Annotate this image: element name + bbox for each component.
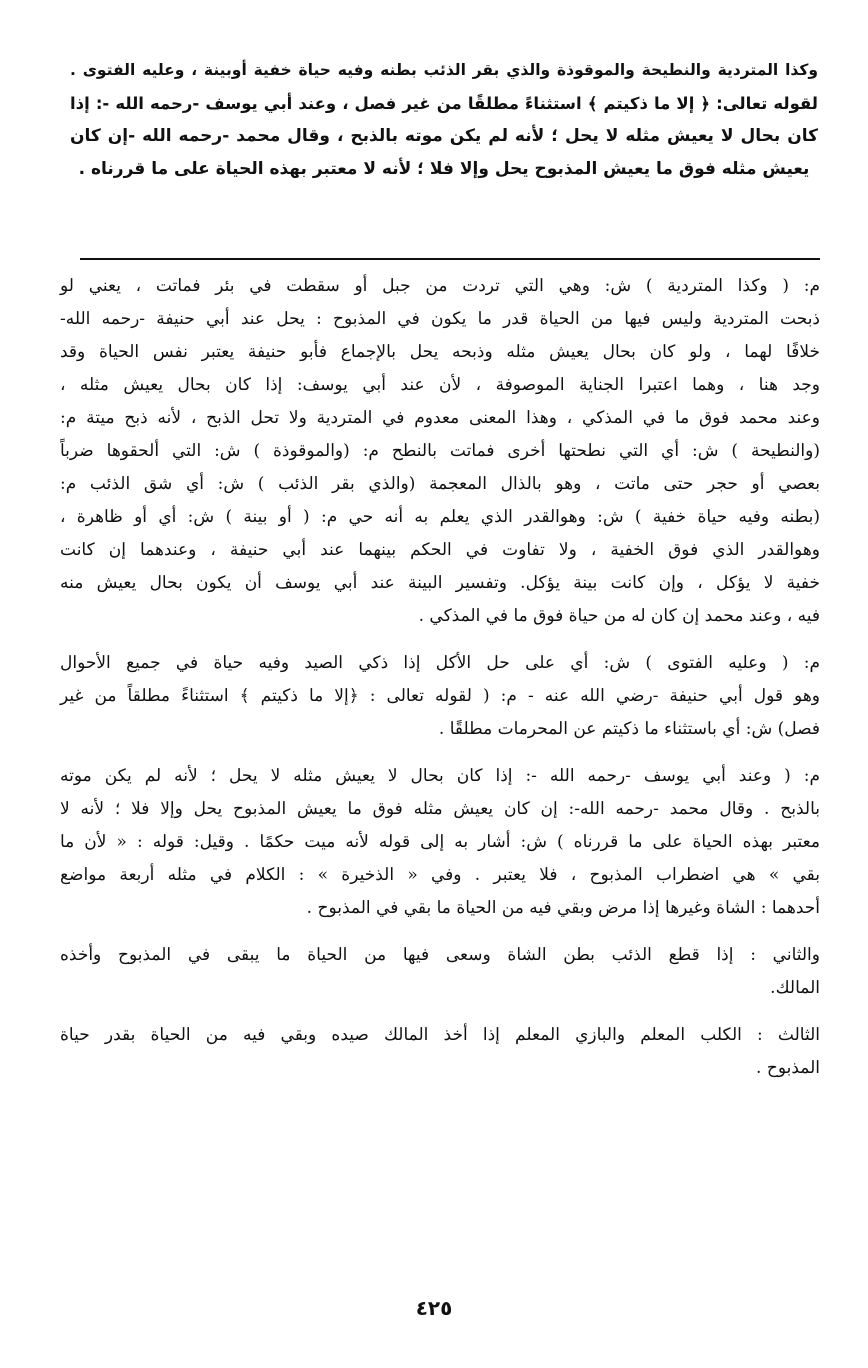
commentary-line: (بطنه وفيه حياة خفية ) ش: وهوالقدر الذي يعلم به أنه حي م: ( أو بينة ) ش: أي أو ظاهرة ، <box>60 507 820 527</box>
commentary-line: بعصي أو حجر حتى ماتت ، وهو بالذال المعجمة (والذي بقر الذئب ) ش: أي شق الذئب م: <box>60 474 820 494</box>
commentary-line: الثالث : الكلب المعلم والبازي المعلم إذا أخذ المالك صيده وبقي فيه من الحياة بقدر حياة <box>60 1025 820 1045</box>
main-text-line: لقوله تعالى: ﴿ إلا ما ذكيتم ﴾ استثناءً مطلقًا من غير فصل ، وعند أبي يوسف -رحمه الله -: إذا <box>70 94 818 113</box>
commentary-line: وجد هنا ، وهما اعتبرا الجناية الموصوفة ، لأن عند أبي يوسف: إذا كان بحال يعيش مثله ، <box>60 375 820 395</box>
commentary-line: المذبوح . <box>756 1058 820 1078</box>
commentary-line: م: ( وعليه الفتوى ) ش: أي على حل الأكل إذا ذكي الصيد وفيه حياة في جميع الأحوال <box>60 653 820 673</box>
commentary-line: بقي » هي اضطراب المذبوح ، فلا يعتبر . وفي « الذخيرة » : الكلام في مثله أربعة مواضع <box>60 865 820 885</box>
main-text-line: كان بحال لا يعيش مثله لا يحل ؛ لأنه لم يكن موته بالذبح ، وقال محمد -رحمه الله -إن كان <box>70 126 818 146</box>
commentary-line: ذبحت المتردية وليس فيها من الحياة قدر ما يكون في المذبوح : يحل عند أبي حنيفة -رحمه الله- <box>60 309 820 329</box>
main-text-line: وكذا المتردية والنطيحة والموقوذة والذي بقر الذئب بطنه وفيه حياة خفية أوبينة ، وعليه الفتوى . <box>70 61 818 79</box>
commentary-paragraph <box>60 1019 820 1085</box>
commentary-line: فيه ، وعند محمد إن كان له من حياة فوق ما في المذكي . <box>418 606 820 626</box>
commentary-line: فصل) ش: أي باستثناء ما ذكيتم عن المحرمات مطلقًا . <box>438 719 820 739</box>
commentary-line: والثاني : إذا قطع الذئب بطن الشاة وسعى فيها من الحياة ما يبقى في المذبوح وأخذه <box>60 945 820 965</box>
commentary-line: وعند محمد فوق ما في المذكي ، وهذا المعنى معدوم في المتردية ولا تحل الذبح ، لأنه ذبح ميتة م: <box>60 408 820 428</box>
commentary-line: م: ( وعند أبي يوسف -رحمه الله -: إذا كان بحال لا يعيش مثله لا يحل ؛ لأنه لم يكن موته <box>60 766 820 786</box>
section-divider <box>80 258 820 260</box>
commentary-line: وهو قول أبي حنيفة -رضي الله عنه - م: ( لقوله تعالى : ﴿إلا ما ذكيتم ﴾ استثناءً مطلقاً من غير <box>60 686 820 706</box>
main-text-line: يعيش مثله فوق ما يعيش المذبوح يحل وإلا فلا ؛ لأنه لا معتبر بهذه الحياة على ما قررناه . <box>78 159 810 179</box>
commentary-paragraph <box>60 270 820 633</box>
commentary-line: معتبر بهذه الحياة على ما قررناه ) ش: أشار به إلى قوله لأنه ميت حكمًا . وقيل: قوله : « لأن ما <box>60 832 820 852</box>
commentary-line: خلافًا لهما ، ولو كان بحال يعيش مثله وذبحه يحل بالإجماع فأبو حنيفة يعتبر نفس الحياة وقد <box>60 342 820 362</box>
commentary-line: بالذبح . وقال محمد -رحمه الله-: إن كان يعيش مثله فوق ما يعيش المذبوح يحل وإلا فلا ؛ لأنه لا <box>60 799 820 819</box>
commentary-paragraph <box>60 939 820 1005</box>
commentary-block <box>60 270 820 1099</box>
commentary-line: خفية لا يؤكل ، وإن كانت بينة يؤكل. وتفسير البينة عند أبي يوسف أن يكون بحال يعيش منه <box>60 573 820 593</box>
commentary-line: المالك. <box>770 978 820 998</box>
commentary-line: (والنطيحة ) ش: أي التي نطحتها أخرى فماتت بالنطح م: (والموقوذة ) ش: التي ألحقوها ضرباً <box>60 441 820 461</box>
main-text-block <box>70 54 818 186</box>
commentary-paragraph <box>60 760 820 925</box>
page-number: ٤٢٥ <box>415 1296 453 1320</box>
commentary-line: أحدهما : الشاة وغيرها إذا مرض وبقي فيه من الحياة ما بقي في المذبوح . <box>306 898 820 918</box>
commentary-paragraph <box>60 647 820 746</box>
commentary-line: م: ( وكذا المتردية ) ش: وهي التي تردت من جبل أو سقطت في بئر فماتت ، يعني لو <box>60 276 820 296</box>
commentary-line: وهوالقدر الذي فوق الخفية ، ولا تفاوت في الحكم بينهما عند أبي حنيفة ، وعندهما إن كانت <box>60 540 820 560</box>
